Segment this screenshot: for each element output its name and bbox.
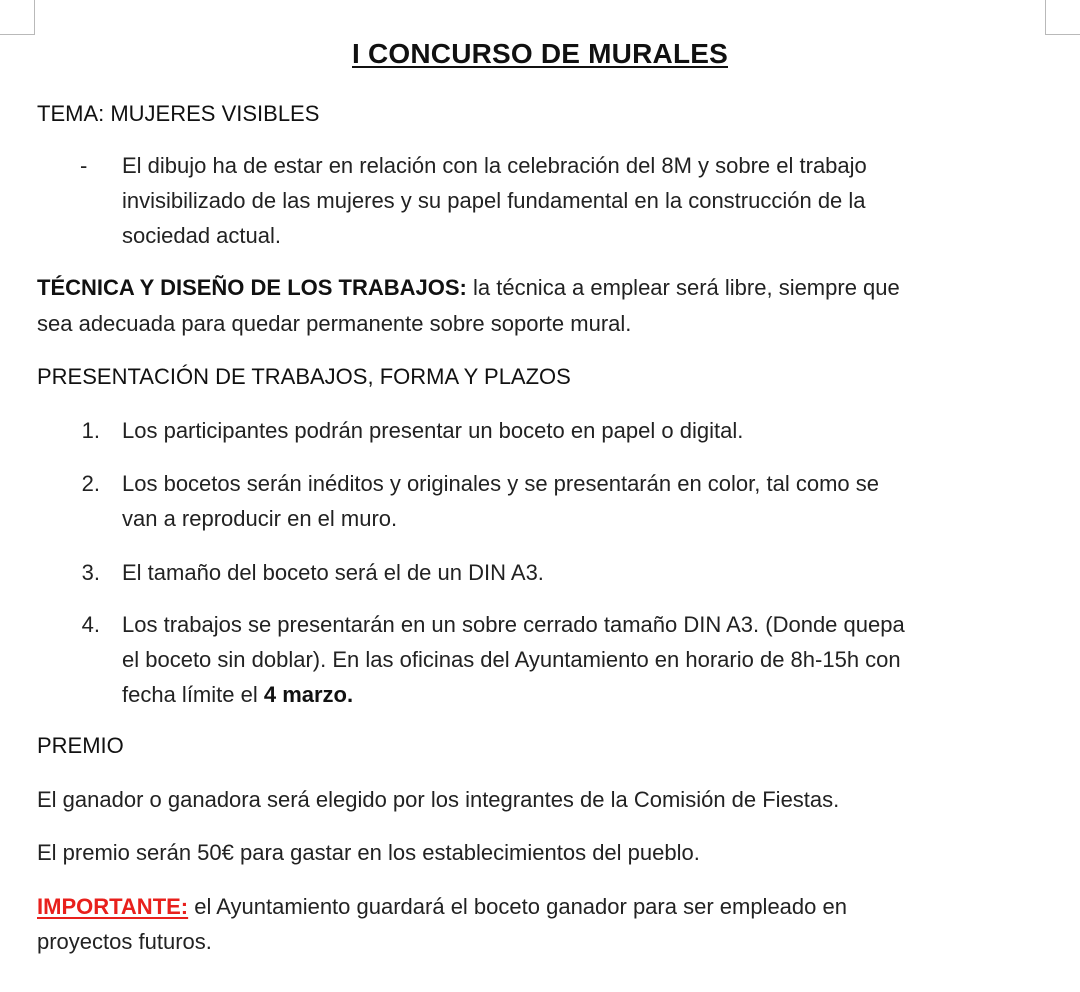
importante-paragraph-line-1 bbox=[37, 890, 847, 924]
tema-bullet-line-1: El dibujo ha de estar en relación con la celebración del 8M y sobre el trabajo bbox=[122, 153, 867, 178]
list-item-4-line-3 bbox=[122, 678, 353, 712]
premio-paragraph-1: El ganador o ganadora será elegido por los integrantes de la Comisión de Fiestas. bbox=[37, 787, 840, 812]
list-item-number: 1. bbox=[81, 418, 100, 443]
bullet-dash: - bbox=[80, 153, 88, 178]
list-item-1-line-1: Los participantes podrán presentar un boceto en papel o digital. bbox=[122, 418, 744, 443]
tema-heading: TEMA: MUJERES VISIBLES bbox=[37, 101, 320, 126]
premio-heading: PREMIO bbox=[37, 733, 124, 758]
tecnica-heading: TÉCNICA Y DISEÑO DE LOS TRABAJOS: bbox=[37, 275, 467, 300]
list-item-4-line-1: Los trabajos se presentarán en un sobre cerrado tamaño DIN A3. (Donde quepa bbox=[122, 612, 905, 637]
list-item-number: 4. bbox=[81, 612, 100, 637]
document-title: I CONCURSO DE MURALES bbox=[352, 38, 728, 69]
premio-paragraph-2: El premio serán 50€ para gastar en los establecimientos del pueblo. bbox=[37, 840, 700, 865]
tecnica-paragraph-line-1 bbox=[37, 271, 900, 305]
importante-paragraph-line-2: proyectos futuros. bbox=[37, 929, 212, 954]
list-item-4-line-2: el boceto sin doblar). En las oficinas del Ayuntamiento en horario de 8h-15h con bbox=[122, 647, 901, 672]
importante-label: IMPORTANTE: bbox=[37, 894, 189, 919]
list-item-3-line-1: El tamaño del boceto será el de un DIN A3. bbox=[122, 560, 544, 585]
list-item-2-line-1: Los bocetos serán inéditos y originales y se presentarán en color, tal como se bbox=[122, 471, 879, 496]
tema-bullet-line-2: invisibilizado de las mujeres y su papel fundamental en la construcción de la bbox=[122, 188, 866, 213]
list-item-number: 2. bbox=[81, 471, 100, 496]
deadline-prefix: fecha límite el bbox=[122, 682, 264, 707]
list-item-2-line-2: van a reproducir en el muro. bbox=[122, 506, 398, 531]
tema-bullet-line-3: sociedad actual. bbox=[122, 223, 281, 248]
deadline-date: 4 marzo. bbox=[263, 682, 354, 707]
tecnica-paragraph-line-2: sea adecuada para quedar permanente sobre soporte mural. bbox=[37, 311, 632, 336]
importante-text: el Ayuntamiento guardará el boceto ganador para ser empleado en bbox=[188, 894, 847, 919]
presentacion-heading: PRESENTACIÓN DE TRABAJOS, FORMA Y PLAZOS bbox=[37, 364, 571, 389]
list-item-number: 3. bbox=[81, 560, 100, 585]
tecnica-text: la técnica a emplear será libre, siempre que bbox=[466, 275, 900, 300]
